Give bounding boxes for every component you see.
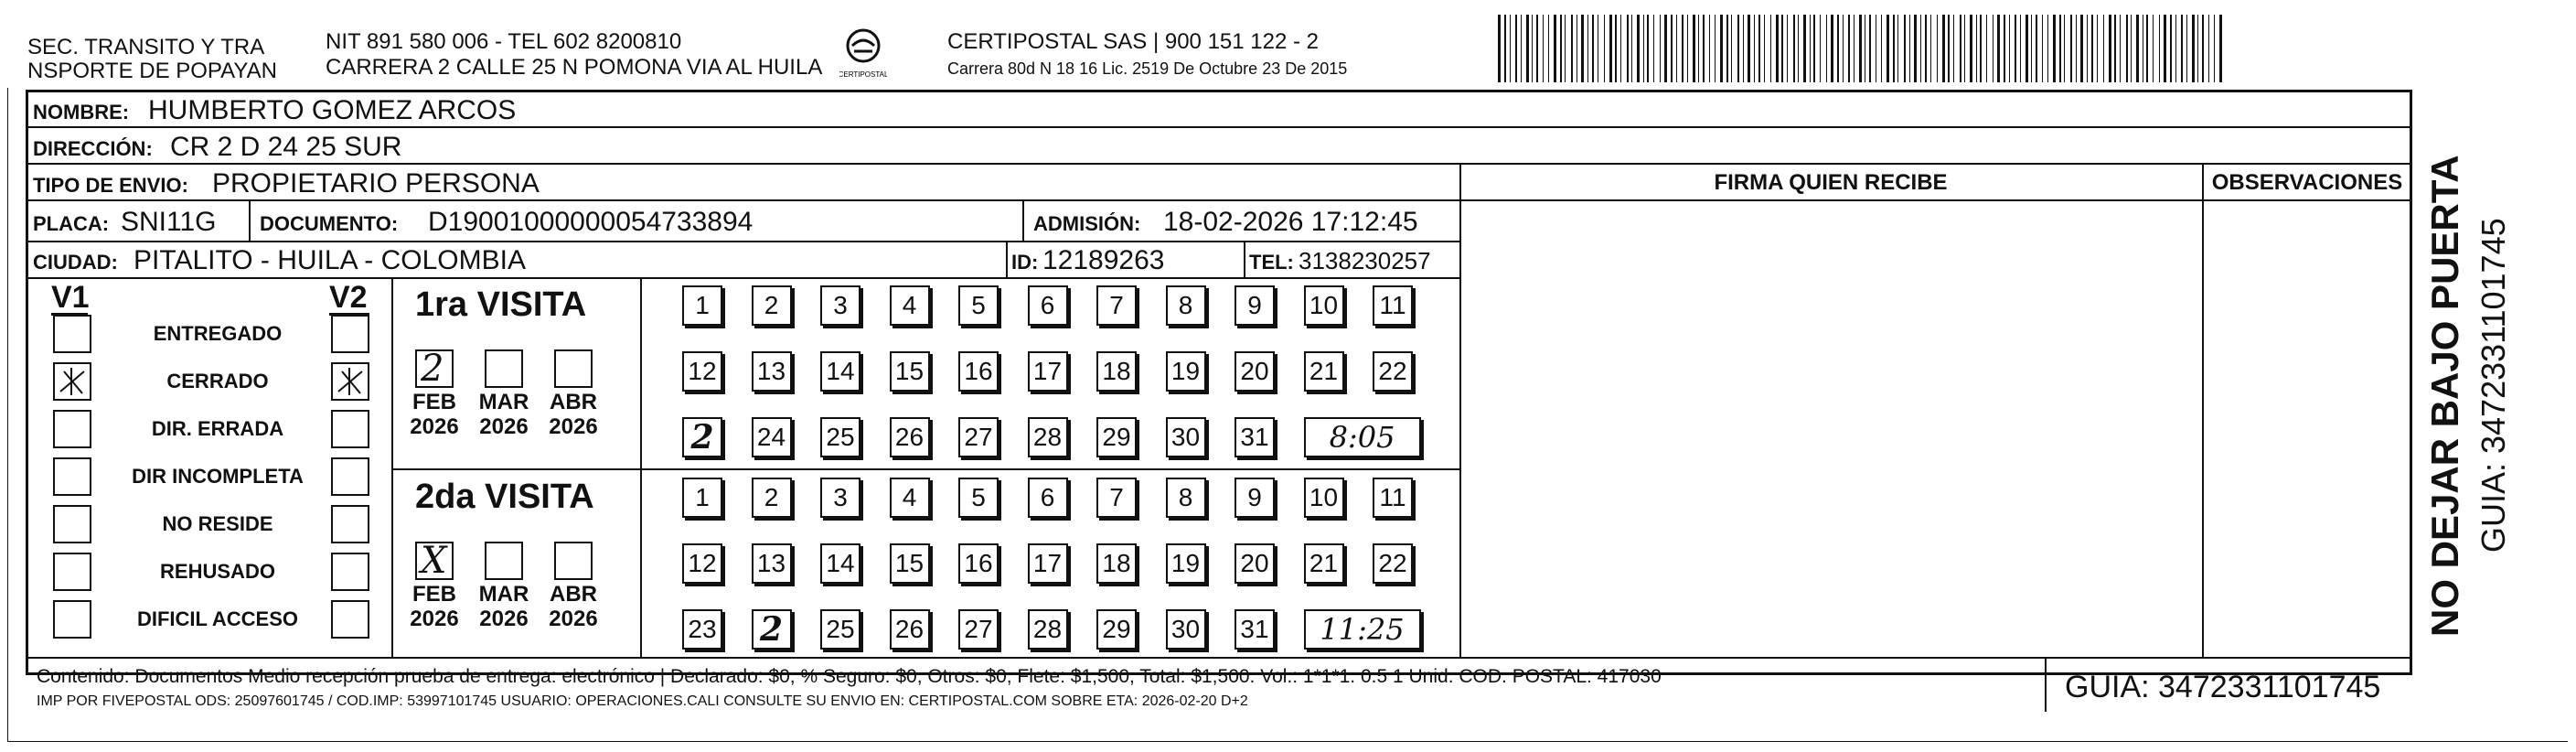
day-box[interactable]: 26 — [890, 609, 930, 650]
v1-checkbox[interactable] — [53, 600, 91, 639]
v1-checkbox[interactable] — [53, 315, 91, 353]
day-box[interactable]: 8 — [1166, 478, 1206, 518]
barcode-bar — [2197, 15, 2198, 82]
barcode-bar — [2120, 15, 2121, 82]
documento-value: D19001000000054733894 — [428, 207, 754, 237]
placa-label: PLACA: — [33, 212, 110, 235]
barcode-bar — [1671, 15, 1673, 82]
company-line: CERTIPOSTAL SAS | 900 151 122 - 2 — [947, 29, 1319, 54]
visit-title: 2da VISITA — [415, 478, 594, 516]
day-box[interactable]: 2 — [752, 478, 792, 518]
month-year: 2026 — [479, 414, 529, 439]
ciudad-label: CIUDAD: — [33, 251, 118, 274]
month-mark: 2 — [421, 348, 444, 390]
check-mark-icon — [333, 364, 368, 399]
day-box[interactable]: 7 — [1096, 478, 1137, 518]
barcode-bar — [2015, 15, 2016, 82]
month-checkbox[interactable] — [554, 349, 593, 388]
check-mark-icon — [55, 364, 90, 399]
v2-checkbox[interactable] — [331, 362, 369, 401]
day-box[interactable]: 4 — [890, 285, 930, 326]
barcode-bar — [2009, 15, 2010, 82]
day-box[interactable]: 8 — [1166, 285, 1206, 326]
barcode-bar — [1937, 15, 1938, 82]
day-box[interactable]: 24 — [752, 417, 792, 457]
barcode-bar — [1887, 15, 1889, 82]
barcode-bar — [2109, 15, 2111, 82]
day-box[interactable]: 7 — [1096, 285, 1137, 326]
barcode-bar — [1859, 15, 1862, 82]
day-box[interactable]: 18 — [1096, 543, 1137, 584]
tel-label: TEL: — [1249, 251, 1294, 274]
logo-text: CERTIPOSTAL — [839, 70, 887, 79]
barcode-bar — [1643, 15, 1644, 82]
barcode-bar — [2103, 15, 2104, 82]
barcode-bar — [1826, 15, 1827, 82]
day-box[interactable]: 3 — [820, 478, 860, 518]
contenido-text: Contenido: Documentos Medio recepción prueba de entrega: electrónico | Declarado: $0, % Seguro: $0, Otros: $0, Flete: $1,500, Total: $1,500. Vol.: 1*1*1. 0.5 1 Unid. COD. POSTAL: 417030 — [37, 666, 1662, 687]
nombre-label: NOMBRE: — [33, 101, 130, 124]
firma-header: FIRMA QUIEN RECIBE — [1714, 170, 1948, 195]
barcode-bar — [1532, 15, 1533, 82]
barcode-bar — [1693, 15, 1695, 82]
barcode-bar — [1609, 15, 1612, 82]
placa-divider — [249, 199, 251, 241]
month-name: FEB — [412, 390, 456, 414]
company-license: Carrera 80d N 18 16 Lic. 2519 De Octubre 23 De 2015 — [947, 59, 1348, 78]
day-box[interactable]: 31 — [1235, 609, 1275, 650]
day-box[interactable]: 20 — [1235, 543, 1275, 584]
v1-checkbox[interactable] — [53, 410, 91, 448]
barcode-bar — [2070, 15, 2072, 82]
sender-line-1: SEC. TRANSITO Y TRA — [27, 35, 265, 59]
barcode-bar — [1970, 15, 1972, 82]
barcode-bar — [1653, 15, 1654, 82]
barcode-bar — [1715, 15, 1716, 82]
v1-checkbox[interactable] — [53, 457, 91, 496]
obs-divider — [2202, 163, 2204, 657]
barcode-bar — [1843, 15, 1844, 82]
barcode-bar — [1986, 15, 1987, 82]
month-year: 2026 — [549, 414, 598, 439]
barcode-bar — [2131, 15, 2132, 82]
day-box[interactable]: 17 — [1028, 543, 1068, 584]
day-box[interactable]: 1 — [682, 478, 722, 518]
day-box[interactable]: 11 — [1373, 285, 1413, 326]
status-option-label: ENTREGADO — [153, 322, 283, 345]
barcode-bar — [1620, 15, 1621, 82]
barcode-bar — [1510, 15, 1511, 82]
admision-label: ADMISIÓN: — [1033, 212, 1141, 235]
barcode-bar — [1627, 15, 1629, 82]
barcode-bar — [2091, 15, 2093, 82]
barcode-bar — [2219, 15, 2222, 82]
barcode-bar — [1820, 15, 1821, 82]
barcode-bar — [1548, 15, 1549, 82]
status-option-label: CERRADO — [166, 370, 269, 392]
direccion-label: DIRECCIÓN: — [33, 137, 153, 160]
months-divider — [640, 277, 642, 657]
v1-checkbox[interactable] — [53, 553, 91, 591]
barcode-bar — [1504, 15, 1506, 82]
month-label — [541, 582, 605, 631]
day-box[interactable]: 13 — [752, 351, 792, 392]
barcode-bar — [1980, 15, 1982, 82]
barcode-bar — [1781, 15, 1783, 82]
barcode-bar — [1698, 15, 1699, 82]
day-box[interactable]: 16 — [958, 543, 999, 584]
day-box[interactable]: 22 — [1373, 351, 1413, 392]
day-box[interactable]: 1 — [682, 285, 722, 326]
observations-area[interactable] — [2206, 201, 2409, 655]
day-box[interactable]: 29 — [1096, 417, 1137, 457]
day-box[interactable]: 22 — [1373, 543, 1413, 584]
barcode-graphic — [1498, 15, 2226, 82]
barcode-bar — [1637, 15, 1640, 82]
day-box[interactable]: 5 — [958, 478, 999, 518]
placa-value: SNI11G — [121, 207, 217, 237]
barcode-bar — [1754, 15, 1755, 82]
status-option-label: DIR. ERRADA — [151, 417, 284, 440]
barcode-bar — [1881, 15, 1882, 82]
barcode-bar — [1787, 15, 1788, 82]
address-line: CARRERA 2 CALLE 25 N POMONA VIA AL HUILA — [326, 55, 823, 80]
logo-icon — [839, 26, 887, 82]
day-box[interactable]: 21 — [1304, 351, 1344, 392]
status-option-label: NO RESIDE — [162, 512, 273, 535]
barcode-bar — [2076, 15, 2077, 82]
barcode-bar — [1930, 15, 1931, 82]
status-option-label: DIFICIL ACCESO — [136, 607, 298, 630]
barcode-bar — [1526, 15, 1529, 82]
month-label — [402, 390, 466, 439]
barcode-bar — [1703, 15, 1705, 82]
day-box[interactable]: 27 — [958, 609, 999, 650]
day-box[interactable]: 18 — [1096, 351, 1137, 392]
barcode-bar — [2114, 15, 2116, 82]
barcode-bar — [1960, 15, 1961, 82]
day-box[interactable] — [752, 609, 792, 650]
v1-checkbox[interactable] — [53, 505, 91, 543]
barcode-bar — [2087, 15, 2088, 82]
visit-divider — [391, 468, 1459, 470]
status-divider — [391, 277, 393, 657]
day-box[interactable]: 9 — [1235, 285, 1275, 326]
signature-area[interactable] — [1463, 201, 2198, 655]
barcode-bar — [1737, 15, 1739, 82]
barcode-bar — [2136, 15, 2139, 82]
barcode-bar — [1615, 15, 1617, 82]
month-name: FEB — [412, 582, 456, 607]
barcode-bar — [1909, 15, 1910, 82]
day-box[interactable]: 25 — [820, 417, 860, 457]
barcode-bar — [1581, 15, 1584, 82]
barcode-bar — [2202, 15, 2204, 82]
barcode-bar — [2004, 15, 2005, 82]
day-box[interactable]: 6 — [1028, 478, 1068, 518]
footer-guia: GUIA: 3472331101745 — [2065, 670, 2381, 704]
month-checkbox[interactable] — [485, 542, 523, 580]
barcode-bar — [2031, 15, 2032, 82]
day-mark: 2 — [690, 418, 714, 457]
day-box[interactable]: 19 — [1166, 543, 1206, 584]
v1-checkbox[interactable] — [53, 362, 91, 401]
day-box[interactable]: 25 — [820, 609, 860, 650]
month-mark: X — [421, 540, 447, 582]
barcode-bar — [1964, 15, 1965, 82]
visit-title: 1ra VISITA — [415, 285, 587, 324]
barcode-bar — [2080, 15, 2083, 82]
barcode-bar — [1687, 15, 1688, 82]
ciudad-value: PITALITO - HUILA - COLOMBIA — [134, 245, 526, 275]
barcode-bar — [1764, 15, 1765, 82]
barcode-bar — [1925, 15, 1927, 82]
admision-divider — [1022, 199, 1024, 241]
barcode-bar — [1976, 15, 1977, 82]
barcode-bar — [1848, 15, 1850, 82]
barcode-bar — [1770, 15, 1771, 82]
page-bottom-rule — [7, 741, 2568, 742]
barcode-bar — [2164, 15, 2166, 82]
barcode-bar — [2181, 15, 2183, 82]
barcode-bar — [1660, 15, 1661, 82]
barcode-bar — [2159, 15, 2160, 82]
row-divider — [28, 163, 2410, 165]
time-box[interactable]: 8:05 — [1304, 417, 1421, 457]
day-box[interactable]: 28 — [1028, 417, 1068, 457]
barcode-bar — [1565, 15, 1566, 82]
barcode-bar — [1731, 15, 1732, 82]
barcode-bar — [1720, 15, 1723, 82]
day-box[interactable]: 5 — [958, 285, 999, 326]
month-name: ABR — [550, 390, 597, 414]
v2-checkbox[interactable] — [331, 457, 369, 496]
no-dejar-text: NO DEJAR BAJO PUERTA — [2423, 155, 2466, 637]
day-box[interactable]: 20 — [1235, 351, 1275, 392]
id-divider — [1006, 241, 1008, 277]
barcode-bar — [1914, 15, 1917, 82]
barcode-bar — [2153, 15, 2154, 82]
barcode-bar — [1571, 15, 1573, 82]
barcode-bar — [1758, 15, 1760, 82]
status-option-label: DIR INCOMPLETA — [132, 465, 304, 488]
tel-divider — [1244, 241, 1245, 277]
barcode-bar — [1726, 15, 1728, 82]
barcode-bar — [1942, 15, 1945, 82]
day-box[interactable]: 31 — [1235, 417, 1275, 457]
barcode-bar — [1543, 15, 1544, 82]
barcode-bar — [1536, 15, 1538, 82]
month-label — [402, 582, 466, 631]
day-mark: 2 — [759, 610, 784, 649]
day-box[interactable]: 9 — [1235, 478, 1275, 518]
barcode-bar — [1587, 15, 1588, 82]
month-checkbox[interactable] — [415, 542, 454, 580]
barcode-bar — [2208, 15, 2209, 82]
day-box[interactable]: 17 — [1028, 351, 1068, 392]
nombre-value: HUMBERTO GOMEZ ARCOS — [148, 95, 517, 125]
side-guia: GUIA: 3472331101745 — [2474, 218, 2512, 553]
barcode-bar — [2047, 15, 2048, 82]
barcode-bar — [2126, 15, 2128, 82]
day-box[interactable]: 10 — [1304, 285, 1344, 326]
guia-divider — [2045, 657, 2047, 712]
barcode-bar — [1904, 15, 1906, 82]
barcode-bar — [1748, 15, 1750, 82]
time-box[interactable]: 11:25 — [1304, 609, 1421, 650]
barcode-bar — [2042, 15, 2043, 82]
barcode-bar — [1604, 15, 1605, 82]
barcode-bar — [1743, 15, 1744, 82]
day-box[interactable]: 15 — [890, 351, 930, 392]
barcode-bar — [2170, 15, 2172, 82]
day-box[interactable]: 15 — [890, 543, 930, 584]
day-box[interactable]: 6 — [1028, 285, 1068, 326]
barcode-bar — [2146, 15, 2148, 82]
barcode-bar — [2020, 15, 2021, 82]
barcode-bar — [1897, 15, 1898, 82]
observaciones-header: OBSERVACIONES — [2211, 170, 2403, 195]
barcode-bar — [2059, 15, 2061, 82]
barcode-bar — [2186, 15, 2187, 82]
firma-divider — [1459, 163, 1461, 657]
barcode-bar — [1521, 15, 1522, 82]
month-name: ABR — [550, 582, 597, 607]
barcode-bar — [1647, 15, 1649, 82]
barcode-bar — [1948, 15, 1950, 82]
day-box[interactable]: 30 — [1166, 609, 1206, 650]
day-box[interactable]: 26 — [890, 417, 930, 457]
barcode-bar — [1631, 15, 1632, 82]
barcode-bar — [1498, 15, 1501, 82]
barcode-bar — [2175, 15, 2176, 82]
v2-checkbox[interactable] — [331, 410, 369, 448]
day-box[interactable]: 4 — [890, 478, 930, 518]
v2-header: V2 — [329, 280, 368, 315]
row-divider — [28, 277, 1459, 279]
day-box[interactable]: 3 — [820, 285, 860, 326]
barcode-bar — [1709, 15, 1710, 82]
barcode-bar — [2214, 15, 2215, 82]
day-box[interactable]: 16 — [958, 351, 999, 392]
nit-line: NIT 891 580 006 - TEL 602 8200810 — [326, 29, 682, 54]
day-box[interactable]: 19 — [1166, 351, 1206, 392]
month-checkbox[interactable] — [485, 349, 523, 388]
barcode-bar — [2097, 15, 2098, 82]
barcode-bar — [1515, 15, 1517, 82]
barcode-bar — [1920, 15, 1921, 82]
day-box[interactable]: 11 — [1373, 478, 1413, 518]
day-box[interactable]: 12 — [682, 351, 722, 392]
month-name: MAR — [478, 390, 529, 414]
admision-value: 18-02-2026 17:12:45 — [1163, 207, 1418, 237]
direccion-value: CR 2 D 24 25 SUR — [170, 132, 402, 162]
month-checkbox[interactable] — [415, 349, 454, 388]
day-box[interactable]: 30 — [1166, 417, 1206, 457]
day-box[interactable] — [682, 417, 722, 457]
barcode — [1498, 15, 2226, 82]
barcode-bar — [1831, 15, 1833, 82]
barcode-bar — [2026, 15, 2028, 82]
tel-value: 3138230257 — [1299, 247, 1431, 274]
v1-header: V1 — [51, 280, 90, 315]
day-box[interactable]: 29 — [1096, 609, 1137, 650]
barcode-bar — [1893, 15, 1895, 82]
day-box[interactable]: 10 — [1304, 478, 1344, 518]
barcode-bar — [1869, 15, 1871, 82]
barcode-bar — [2036, 15, 2037, 82]
v2-checkbox[interactable] — [331, 553, 369, 591]
day-box[interactable]: 14 — [820, 351, 860, 392]
barcode-bar — [1676, 15, 1677, 82]
barcode-bar — [1592, 15, 1594, 82]
barcode-bar — [1997, 15, 2000, 82]
v2-checkbox[interactable] — [331, 600, 369, 639]
status-option-label: REHUSADO — [160, 560, 275, 583]
month-name: MAR — [478, 582, 529, 607]
id-label: ID: — [1011, 251, 1039, 274]
barcode-bar — [1664, 15, 1667, 82]
day-box[interactable]: 13 — [752, 543, 792, 584]
tipo-value: PROPIETARIO PERSONA — [212, 168, 540, 199]
barcode-bar — [2064, 15, 2065, 82]
sender-line-2: NSPORTE DE POPAYAN — [27, 59, 277, 83]
barcode-bar — [1854, 15, 1855, 82]
v2-checkbox[interactable] — [331, 315, 369, 353]
footer-divider — [28, 657, 2410, 659]
month-label — [472, 390, 536, 439]
tipo-label: TIPO DE ENVIO: — [33, 174, 188, 197]
day-box[interactable]: 2 — [752, 285, 792, 326]
day-box[interactable]: 28 — [1028, 609, 1068, 650]
month-checkbox[interactable] — [554, 542, 593, 580]
day-box[interactable]: 27 — [958, 417, 999, 457]
barcode-bar — [1560, 15, 1562, 82]
month-label — [472, 582, 536, 631]
v2-checkbox[interactable] — [331, 505, 369, 543]
barcode-bar — [2192, 15, 2195, 82]
imp-text: IMP POR FIVEPOSTAL ODS: 25097601745 / COD.IMP: 53997101745 USUARIO: OPERACIONES.CALI CONSULTE SU ENVIO EN: CERTIPOSTAL.COM SOBRE ETA: 2026-02-20 D+2 — [37, 693, 1248, 709]
day-box[interactable]: 12 — [682, 543, 722, 584]
documento-label: DOCUMENTO: — [260, 212, 399, 235]
month-year: 2026 — [549, 607, 598, 631]
day-box[interactable]: 21 — [1304, 543, 1344, 584]
barcode-bar — [1793, 15, 1795, 82]
month-year: 2026 — [410, 414, 459, 439]
barcode-bar — [1803, 15, 1806, 82]
day-box[interactable]: 14 — [820, 543, 860, 584]
barcode-bar — [1837, 15, 1839, 82]
barcode-bar — [1776, 15, 1779, 82]
month-year: 2026 — [410, 607, 459, 631]
barcode-bar — [1554, 15, 1556, 82]
barcode-bar — [1813, 15, 1815, 82]
month-year: 2026 — [479, 607, 529, 631]
barcode-bar — [1810, 15, 1811, 82]
barcode-bar — [1798, 15, 1799, 82]
barcode-bar — [1953, 15, 1954, 82]
id-value: 12189263 — [1042, 245, 1165, 275]
day-box[interactable]: 23 — [682, 609, 722, 650]
certipostal-logo — [839, 26, 887, 82]
barcode-bar — [2053, 15, 2056, 82]
page-left-rule — [7, 88, 8, 741]
barcode-bar — [1682, 15, 1683, 82]
month-label — [541, 390, 605, 439]
row-divider — [28, 126, 2410, 128]
